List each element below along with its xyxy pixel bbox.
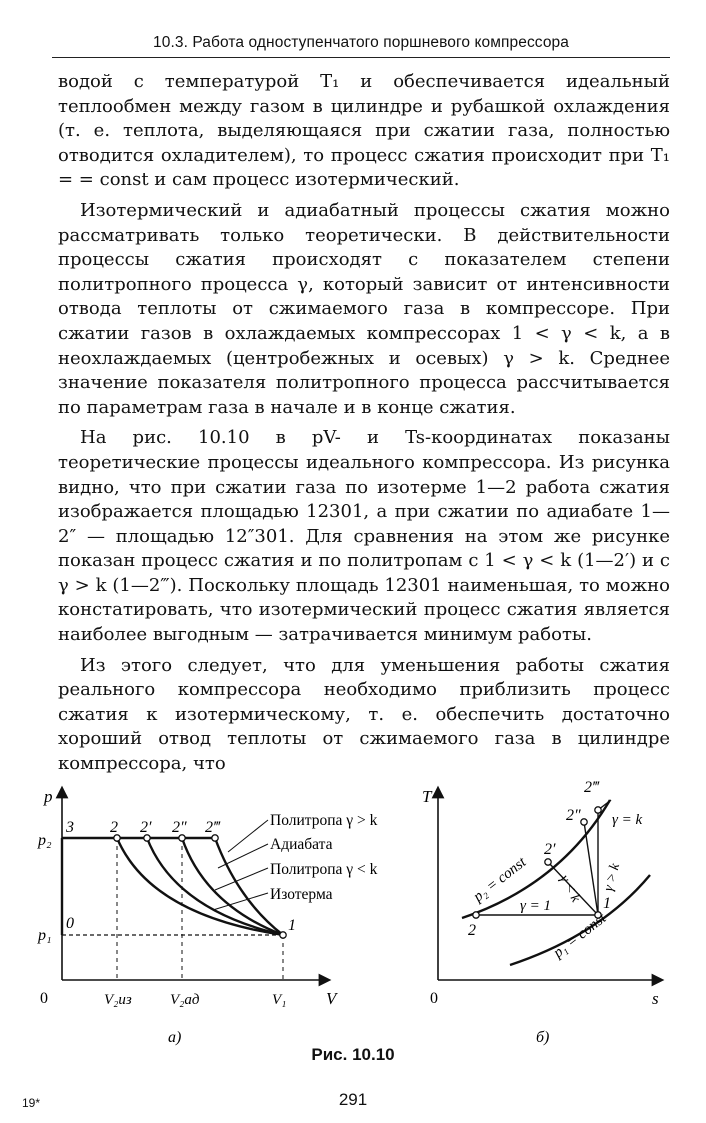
p1-const-label: p₁ = const [550, 910, 610, 962]
pt0-label: 0 [66, 915, 74, 932]
paragraph-2: Изотермический и адиабатный процессы сжатия можно рассматривать только теоретически. В действительности процессы сжатия происходят с показателем степени политропного процесса γ, который зависит от интенсивности отвода теплоты от сжимаемого газа в компрессоре. При сжатии газов в охлаждаемых компрессорах 1 < γ < k, а в неохлаждаемых (центробежных и осевых) γ > k. Среднее значение показателя политропного процесса рассчитывается по параметрам газа в начале и в конце сжатия. [58, 199, 670, 418]
v2iz-label: V₂из [104, 992, 132, 1008]
sub-label-a: а) [168, 1029, 182, 1046]
running-header: 10.3. Работа одноступенчатого поршневого компрессора [153, 34, 569, 51]
sub-label-b: б) [536, 1029, 550, 1046]
figure-svg [0, 780, 706, 1070]
p2-label: p₂ [38, 832, 52, 849]
ts-pt2pp-label: 2″ [566, 807, 581, 824]
isotherm-curve [117, 838, 283, 935]
page-number: 291 [338, 1090, 368, 1109]
gamma-gt-k-label: γ > k [601, 861, 624, 894]
pt2p-label: 2′ [140, 819, 152, 836]
gamma-eq-k-label: γ = k [612, 812, 643, 828]
gamma-eq-1-label: γ = 1 [520, 898, 552, 914]
label-poly-gt: Политропа γ > k [270, 812, 378, 829]
p1-label: p₁ [38, 927, 52, 944]
ts-pt2ppp-label: 2‴ [584, 780, 599, 796]
label-isotherm: Изотерма [270, 886, 333, 903]
pt3-label: 3 [66, 819, 74, 836]
figure-10-10 [0, 780, 706, 1070]
polytrope-lt-curve [147, 838, 283, 935]
label-poly-lt: Политропа γ < k [270, 861, 378, 878]
p-axis-label: p [44, 787, 53, 806]
pt2-label: 2 [110, 819, 118, 836]
v2ad-label: V₂ад [170, 992, 200, 1008]
body-text [58, 70, 670, 783]
pt2pp-label: 2″ [172, 819, 187, 836]
paragraph-4: Из этого следует, что для уменьшения работы сжатия реального компрессора необходимо приблизить процесс сжатия к изотермическому, т. е. обеспечить достаточно хороший отвод теплоты от сжимаемого газа в цилиндре компрессора, что [58, 654, 670, 775]
s-axis-label: s [652, 989, 659, 1008]
pv-origin: 0 [40, 990, 48, 1007]
header-rule [52, 57, 670, 58]
ts-origin: 0 [430, 990, 438, 1007]
figure-caption: Рис. 10.10 [311, 1045, 395, 1064]
proc-gamma-k [584, 822, 598, 915]
ts-diagram [422, 780, 659, 1046]
ts-pt2p-label: 2′ [544, 841, 556, 858]
pt1-label: 1 [288, 917, 296, 934]
isobar-p1 [510, 872, 650, 965]
ts-pt2-label: 2 [468, 922, 476, 939]
label-adiabat: Адиабата [270, 836, 333, 853]
paragraph-1: водой с температурой T₁ и обеспечивается идеальный теплообмен между газом в цилиндре и рубашкой охлаждения (т. е. теплота, выделяющаяся при сжатии газа, полностью отводится охладителем), то процесс сжатия происходит при T₁ = = const и сам процесс изотермический. [58, 71, 670, 191]
ts-pt1-label: 1 [603, 895, 611, 912]
t-axis-label: T [422, 787, 432, 806]
gamma-lt-k-label: γ < k [556, 872, 583, 905]
pt2ppp-label: 2‴ [205, 819, 220, 836]
v1-label: V₁ [272, 992, 287, 1008]
pv-diagram [37, 787, 378, 1046]
signature-mark: 19* [22, 1096, 41, 1110]
paragraph-3: На рис. 10.10 в pV- и Ts-координатах показаны теоретические процессы идеального компрессора. Из рисунка видно, что при сжатии газа по изотерме 1—2 работа сжатия изображается площадью 12301, а при сжатии по адиабате 1—2″ — площадью 12″301. Для сравнения на этом же рисунке показан процесс сжатия и по политропам с 1 < γ < k (1—2′) и с γ > k (1—2‴). Поскольку площадь 12301 наименьшая, то можно констатировать, что изотермический процесс сжатия является наиболее выгодным — затрачивается минимум работы. [58, 427, 670, 646]
v-axis-label: V [326, 989, 337, 1008]
p2-const-label: p₂ = const [470, 854, 530, 906]
